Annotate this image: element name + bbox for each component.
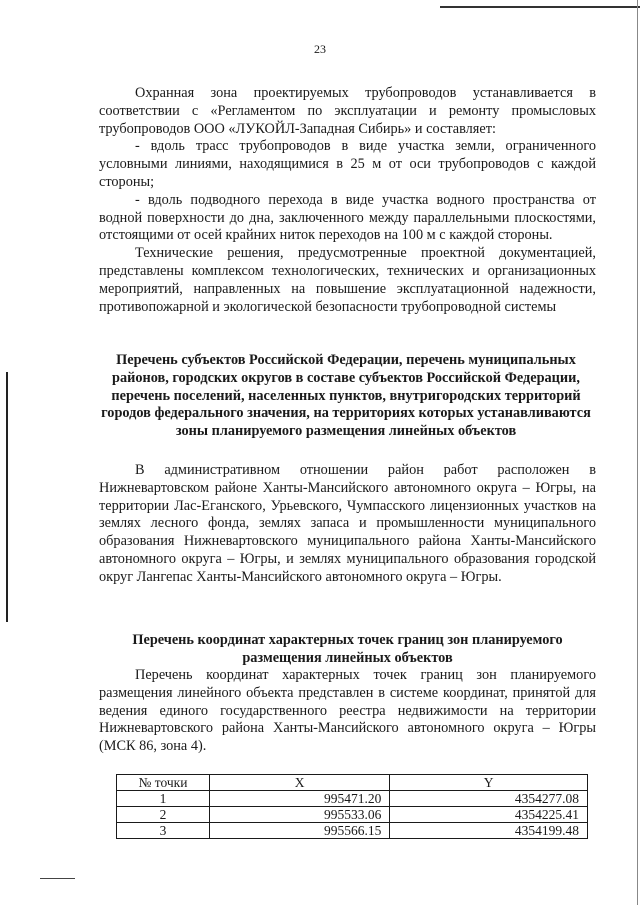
section-coordinates-text	[99, 667, 596, 756]
table-row	[117, 791, 588, 807]
y-coordinate: 4354225.41	[390, 807, 588, 823]
section-administrative	[99, 462, 596, 587]
coordinates-table	[116, 774, 588, 839]
column-header-point: № точки	[117, 775, 210, 791]
column-header-x: X	[210, 775, 390, 791]
x-coordinate: 995533.06	[210, 807, 390, 823]
paragraph: Охранная зона проектируемых трубопроводов устанавливается в соответствии с «Регламентом по эксплуатации и ремонту промысловых трубопроводов ООО «ЛУКОЙЛ-Западная Сибирь» и составляет:	[99, 85, 596, 137]
x-coordinate: 995471.20	[210, 791, 390, 807]
scan-artifact-top-line	[440, 6, 640, 8]
section-heading-coordinates	[99, 632, 596, 668]
paragraph: - вдоль трасс трубопроводов в виде участка земли, ограниченного условными линиями, находящимися в 25 м от оси трубопроводов с каждой стороны;	[99, 138, 596, 190]
column-header-y: Y	[390, 775, 588, 791]
paragraph: Технические решения, предусмотренные проектной документацией, представлены комплексом технологических, технических и организационных мероприятий, направленных на повышение эксплуатационной надежности, противопожарной и экологической безопасности трубопроводной системы	[99, 245, 596, 315]
scan-artifact-bottom-line	[40, 878, 75, 879]
y-coordinate: 4354199.48	[390, 823, 588, 839]
page-number: 23	[314, 42, 326, 56]
heading: Перечень субъектов Российской Федерации, перечень муниципальных районов, городских округов в составе субъектов Российской Федерации, перечень поселений, населенных пунктов, внутригородских территорий городов федерального значения, на территориях которых устанавливаются зоны планируемого размещения линейных объектов	[101, 352, 591, 440]
x-coordinate: 995566.15	[210, 823, 390, 839]
section-heading-subjects	[96, 352, 596, 441]
point-number: 2	[117, 807, 210, 823]
table-row	[117, 807, 588, 823]
point-number: 1	[117, 791, 210, 807]
section-protection-zone	[99, 85, 596, 316]
table-row	[117, 823, 588, 839]
scan-artifact-right-edge	[637, 0, 638, 905]
paragraph: - вдоль подводного перехода в виде участка водного пространства от водной поверхности до дна, заключенного между параллельными плоскостями, отстоящими от осей крайних ниток переходов на 100 м с каждой стороны.	[99, 191, 596, 244]
heading: Перечень координат характерных точек границ зон планируемого размещения линейных объектов	[132, 632, 563, 666]
y-coordinate: 4354277.08	[390, 791, 588, 807]
paragraph: Перечень координат характерных точек границ зон планируемого размещения линейного объекта представлен в системе координат, принятой для ведения единого государственного реестра недвижимости на территории Нижневартовского района Ханты-Мансийского автономного округа – Югры (МСК 86, зона 4).	[99, 667, 596, 755]
paragraph: В административном отношении район работ расположен в Нижневартовском районе Ханты-Мансийского автономного округа – Югры, на территории Лас-Еганского, Урьевского, Чумпасского лицензионных участков на землях лесного фонда, землях запаса и промышленности муниципального образования Нижневартовского муниципального района Ханты-Мансийского автономного округа – Югры, и землях муниципального образования городской округ Лангепас Ханты-Мансийского автономного округа – Югры.	[99, 462, 596, 585]
table-header-row	[117, 775, 588, 791]
scan-artifact-left-bar	[6, 372, 8, 622]
point-number: 3	[117, 823, 210, 839]
